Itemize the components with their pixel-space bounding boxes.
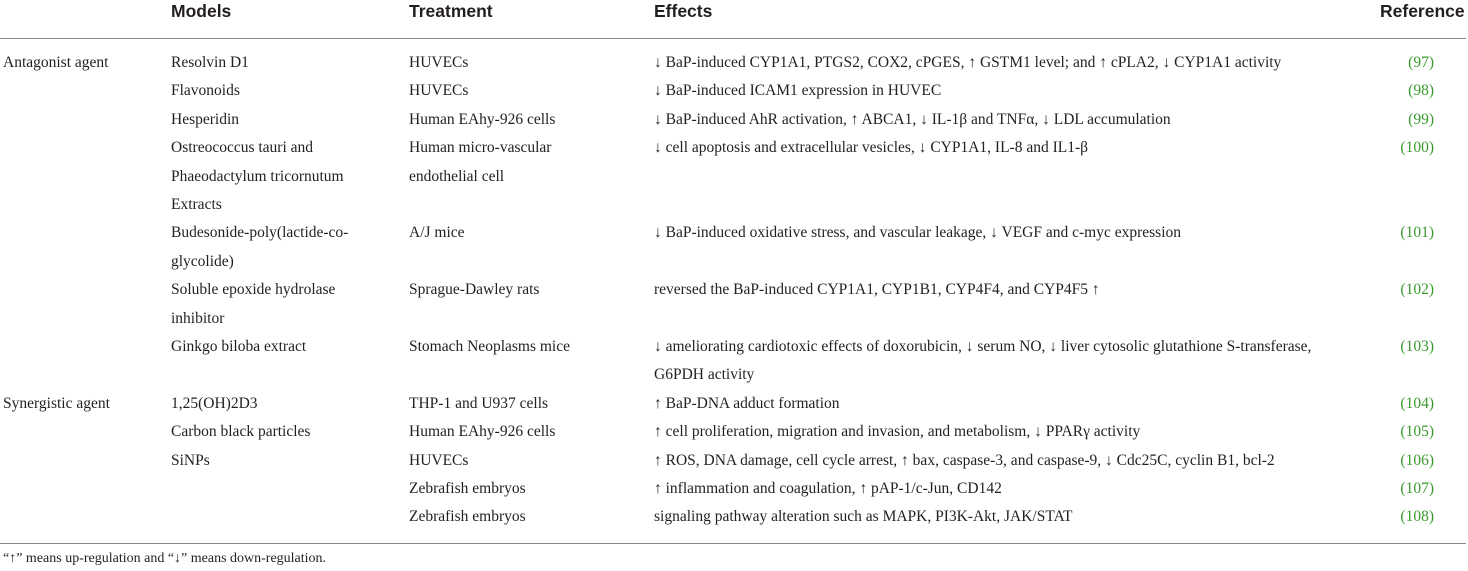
model-cell: SiNPs — [171, 451, 210, 469]
treatment-cell: Stomach Neoplasms mice — [409, 338, 570, 355]
effects-cell: ↑ BaP-DNA adduct formation — [654, 394, 840, 412]
effects-cell: ↓ BaP-induced oxidative stress, and vascular leakage, ↓ VEGF and c-myc expression — [654, 224, 1181, 242]
model-cell: Hesperidin — [171, 110, 240, 128]
treatment-cell: THP-1 and U937 cells — [409, 394, 549, 412]
table-header — [0, 0, 1468, 26]
treatment-cell: HUVECs — [409, 451, 469, 469]
effects-cell: G6PDH activity — [654, 366, 755, 384]
treatment-cell: A/J mice — [409, 224, 465, 242]
effects-cell: ↓ ameliorating cardiotoxic effects of doxorubicin, ↓ serum NO, ↓ liver cytosolic glutathione S-transferase, — [654, 338, 1312, 355]
bottom-rule — [0, 543, 1466, 544]
group-cell: Synergistic agent — [3, 394, 110, 412]
effects-cell: ↓ BaP-induced CYP1A1, PTGS2, COX2, cPGES, ↑ GSTM1 level; and ↑ cPLA2, ↓ CYP1A1 activity — [654, 54, 1282, 71]
model-cell: Flavonoids — [171, 82, 240, 100]
reference-link[interactable]: (98) — [1408, 82, 1434, 100]
reference-link[interactable]: (108) — [1400, 508, 1434, 526]
reference-link[interactable]: (106) — [1400, 451, 1434, 469]
model-cell: Carbon black particles — [171, 423, 311, 441]
effects-cell: ↑ inflammation and coagulation, ↑ pAP-1/c-Jun, CD142 — [654, 480, 1002, 497]
model-cell: inhibitor — [171, 309, 225, 327]
effects-cell: ↓ cell apoptosis and extracellular vesicles, ↓ CYP1A1, IL-8 and IL1-β — [654, 139, 1089, 157]
header-reference: Reference — [1380, 1, 1465, 21]
reference-link[interactable]: (105) — [1400, 423, 1434, 441]
treatment-cell: Human EAhy-926 cells — [409, 110, 556, 128]
treatment-cell: endothelial cell — [409, 167, 505, 185]
effects-cell: ↓ BaP-induced ICAM1 expression in HUVEC — [654, 82, 942, 100]
treatment-cell: Sprague-Dawley rats — [409, 281, 540, 299]
header-effects: Effects — [654, 1, 713, 21]
effects-cell: reversed the BaP-induced CYP1A1, CYP1B1, CYP4F4, and CYP4F5 ↑ — [654, 281, 1100, 299]
reference-link[interactable]: (101) — [1400, 224, 1434, 242]
reference-link[interactable]: (100) — [1400, 139, 1434, 157]
group-cell: Antagonist agent — [3, 54, 109, 71]
header-models: Models — [171, 1, 232, 21]
model-cell: Resolvin D1 — [171, 54, 249, 71]
treatment-cell: Human EAhy-926 cells — [409, 423, 556, 441]
model-cell: Soluble epoxide hydrolase — [171, 281, 336, 299]
reference-link[interactable]: (97) — [1408, 54, 1434, 71]
treatment-cell: Zebrafish embryos — [409, 508, 526, 526]
treatment-cell: Zebrafish embryos — [409, 480, 526, 497]
model-cell: Ginkgo biloba extract — [171, 338, 307, 355]
effects-cell: signaling pathway alteration such as MAPK, PI3K-Akt, JAK/STAT — [654, 508, 1073, 526]
model-cell: Ostreococcus tauri and — [171, 139, 314, 157]
model-cell: Extracts — [171, 196, 222, 213]
reference-link[interactable]: (102) — [1400, 281, 1434, 299]
reference-link[interactable]: (104) — [1400, 394, 1434, 412]
effects-cell: ↓ BaP-induced AhR activation, ↑ ABCA1, ↓ IL-1β and TNFα, ↓ LDL accumulation — [654, 110, 1171, 128]
effects-cell: ↑ cell proliferation, migration and invasion, and metabolism, ↓ PPARγ activity — [654, 423, 1141, 441]
treatment-cell: Human micro-vascular — [409, 139, 552, 157]
header-treatment: Treatment — [409, 1, 493, 21]
header-rule — [0, 38, 1466, 39]
footnote: “↑” means up-regulation and “↓” means down-regulation. — [3, 551, 327, 566]
model-cell: 1,25(OH)2D3 — [171, 394, 258, 412]
model-cell: Budesonide-poly(lactide-co- — [171, 224, 349, 242]
reference-link[interactable]: (107) — [1400, 480, 1434, 497]
effects-cell: ↑ ROS, DNA damage, cell cycle arrest, ↑ bax, caspase-3, and caspase-9, ↓ Cdc25C, cyclin B1, bcl-2 — [654, 451, 1275, 469]
treatment-cell: HUVECs — [409, 54, 469, 71]
treatment-cell: HUVECs — [409, 82, 469, 100]
model-cell: Phaeodactylum tricornutum — [171, 167, 344, 185]
model-cell: glycolide) — [171, 252, 234, 270]
reference-link[interactable]: (99) — [1408, 110, 1434, 128]
reference-link[interactable]: (103) — [1400, 338, 1434, 355]
